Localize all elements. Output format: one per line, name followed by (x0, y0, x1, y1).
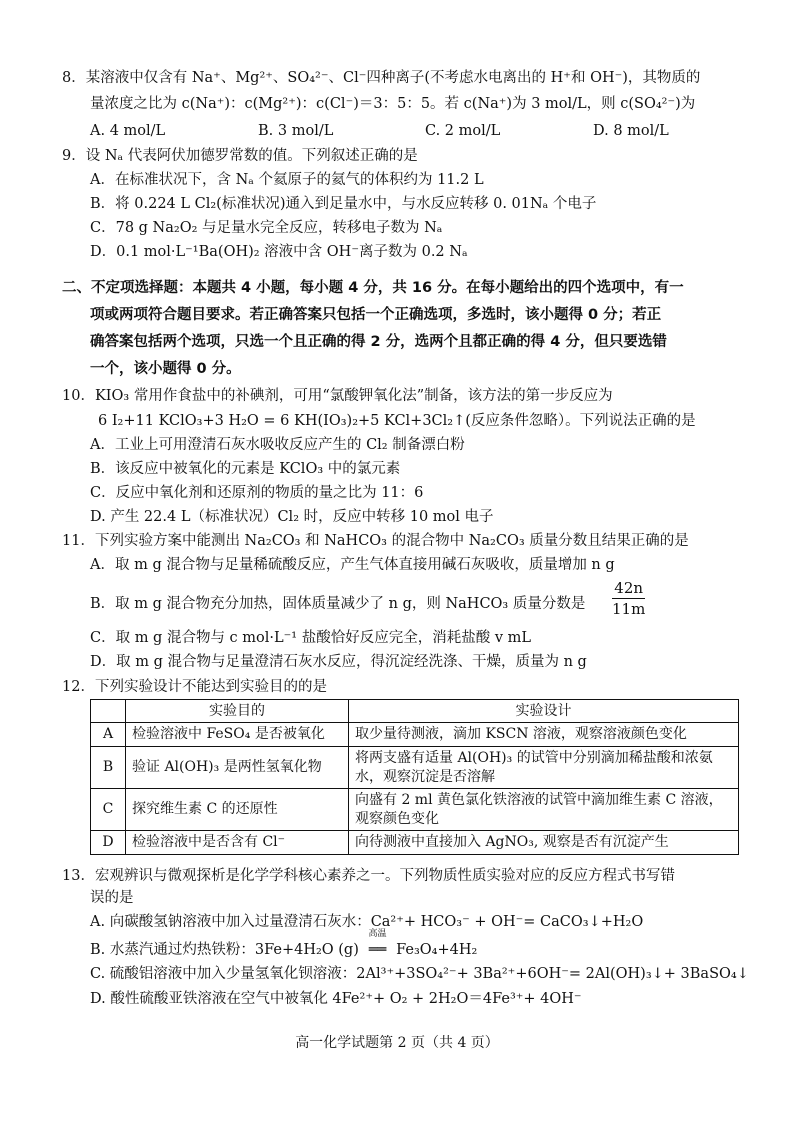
row-aim: 检验溶液中是否含有 Cl⁻ (126, 831, 349, 855)
q11-fraction (612, 578, 645, 619)
row-aim: 检验溶液中 FeSO₄ 是否被氧化 (126, 723, 349, 747)
section2-line1: 二、不定项选择题：本题共 4 小题，每小题 4 分，共 16 分。在每小题给出的四个选项中，有一 (62, 280, 684, 296)
q12-stem: 12．下列实验设计不能达到实验目的的是 (62, 679, 327, 695)
q13-stem-line1: 13．宏观辨识与微观探析是化学学科核心素养之一。下列物质性质实验对应的反应方程式书写错 (62, 868, 675, 884)
row-design: 取少量待测液，滴加 KSCN 溶液，观察溶液颜色变化 (349, 723, 739, 747)
q8-option-b: B. 3 mol/L (258, 123, 334, 139)
q11-stem: 11．下列实验方案中能测出 Na₂CO₃ 和 NaHCO₃ 的混合物中 Na₂CO₃ 质量分数且结果正确的是 (62, 533, 689, 549)
q13-option-c: C. 硫酸铝溶液中加入少量氢氧化钡溶液：2Al³⁺+3SO₄²⁻+ 3Ba²⁺+6OH⁻= 2Al(OH)₃↓+ 3BaSO₄↓ (90, 966, 749, 982)
q11-fraction-denominator: 11m (612, 600, 646, 618)
q13-option-b (90, 929, 478, 960)
q8-option-d: D. 8 mol/L (593, 123, 669, 139)
row-design: 向待测液中直接加入 AgNO₃, 观察是否有沉淀产生 (349, 831, 739, 855)
q9-option-c: C．78 g Na₂O₂ 与足量水完全反应，转移电子数为 Nₐ (90, 220, 443, 236)
q11-option-c: C．取 m g 混合物与 c mol·L⁻¹ 盐酸恰好反应完全，消耗盐酸 v mL (90, 630, 532, 646)
row-aim: 验证 Al(OH)₃ 是两性氢氧化物 (126, 747, 349, 789)
row-design: 将两支盛有适量 Al(OH)₃ 的试管中分别滴加稀盐酸和浓氨水，观察沉淀是否溶解 (349, 747, 739, 789)
q8-option-c: C. 2 mol/L (425, 123, 501, 139)
table-header-design: 实验设计 (349, 700, 739, 723)
q11-option-d: D．取 m g 混合物与足量澄清石灰水反应，得沉淀经洗涤、干燥，质量为 n g (90, 654, 587, 670)
table-header-row (91, 700, 739, 723)
q8-stem-line1: 8．某溶液中仅含有 Na⁺、Mg²⁺、SO₄²⁻、Cl⁻四种离子(不考虑水电离出的 H⁺和 OH⁻)，其物质的 (62, 70, 701, 86)
q8-stem-line2: 量浓度之比为 c(Na⁺)：c(Mg²⁺)：c(Cl⁻)＝3：5：5。若 c(Na⁺)为 3 mol/L，则 c(SO₄²⁻)为 (90, 96, 696, 112)
row-aim: 探究维生素 C 的还原性 (126, 789, 349, 831)
section2-line4: 一个，该小题得 0 分。 (90, 361, 241, 377)
q10-stem-line1: 10．KIO₃ 常用作食盐中的补碘剂，可用“氯酸钾氧化法”制备，该方法的第一步反应为 (62, 388, 613, 404)
q9-option-b: B．将 0.224 L Cl₂(标准状况)通入到足量水中，与水反应转移 0. 01Nₐ 个电子 (90, 196, 597, 212)
q10-equation: 6 I₂+11 KClO₃+3 H₂O = 6 KH(IO₃)₂+5 KCl+3Cl₂↑(反应条件忽略）。下列说法正确的是 (98, 413, 696, 429)
section2-line3: 确答案包括两个选项，只选一个且正确的得 2 分，选两个且都正确的得 4 分，但只要选错 (90, 334, 667, 350)
q9-stem: 9．设 Nₐ 代表阿伏加德罗常数的值。下列叙述正确的是 (62, 148, 418, 164)
row-design: 向盛有 2 ml 黄色氯化铁溶液的试管中滴加维生素 C 溶液，观察颜色变化 (349, 789, 739, 831)
experiment-design-table (90, 699, 739, 855)
q13-option-b-rhs: Fe₃O₄+4H₂ (391, 942, 478, 958)
q10-option-c: C．反应中氧化剂和还原剂的物质的量之比为 11：6 (90, 485, 424, 501)
q8-option-a: A. 4 mol/L (90, 123, 166, 139)
q9-option-a: A．在标准状况下，含 Nₐ 个氦原子的氦气的体积约为 11.2 L (90, 172, 484, 188)
q13-option-b-lhs: B. 水蒸汽通过灼热铁粉：3Fe+4H₂O (g) (90, 942, 364, 958)
table-header-aim: 实验目的 (126, 700, 349, 723)
q10-option-d: D. 产生 22.4 L（标准状况）Cl₂ 时，反应中转移 10 mol 电子 (90, 509, 494, 525)
row-key: B (91, 747, 126, 789)
q9-option-d: D．0.1 mol·L⁻¹Ba(OH)₂ 溶液中含 OH⁻离子数为 0.2 Nₐ (90, 244, 468, 260)
reaction-condition: 高温 (368, 929, 387, 939)
q11-fraction-numerator: 42n (612, 578, 645, 599)
q10-option-b: B．该反应中被氧化的元素是 KClO₃ 中的氯元素 (90, 461, 401, 477)
high-temperature-arrow: 高温 ══ (363, 940, 391, 960)
table-row (91, 723, 739, 747)
table-row (91, 747, 739, 789)
page-footer: 高一化学试题第 2 页（共 4 页） (295, 1035, 499, 1051)
row-key: D (91, 831, 126, 855)
table-row (91, 831, 739, 855)
row-key: C (91, 789, 126, 831)
q11-option-a: A．取 m g 混合物与足量稀硫酸反应，产生气体直接用碱石灰吸收，质量增加 n g (90, 557, 615, 573)
q13-option-d: D. 酸性硫酸亚铁溶液在空气中被氧化 4Fe²⁺+ O₂ + 2H₂O＝4Fe³⁺+ 4OH⁻ (90, 991, 582, 1007)
q10-option-a: A．工业上可用澄清石灰水吸收反应产生的 Cl₂ 制备漂白粉 (90, 437, 465, 453)
table-row (91, 789, 739, 831)
table-header-blank (91, 700, 126, 723)
q13-stem-line2: 误的是 (90, 890, 134, 906)
q13-option-a: A. 向碳酸氢钠溶液中加入过量澄清石灰水：Ca²⁺+ HCO₃⁻ + OH⁻= CaCO₃↓+H₂O (90, 914, 644, 930)
section2-line2: 项或两项符合题目要求。若正确答案只包括一个正确选项，多选时，该小题得 0 分；若正 (90, 307, 662, 323)
row-key: A (91, 723, 126, 747)
q11-option-b: B．取 m g 混合物充分加热，固体质量减少了 n g，则 NaHCO₃ 质量分数是 (90, 596, 586, 612)
